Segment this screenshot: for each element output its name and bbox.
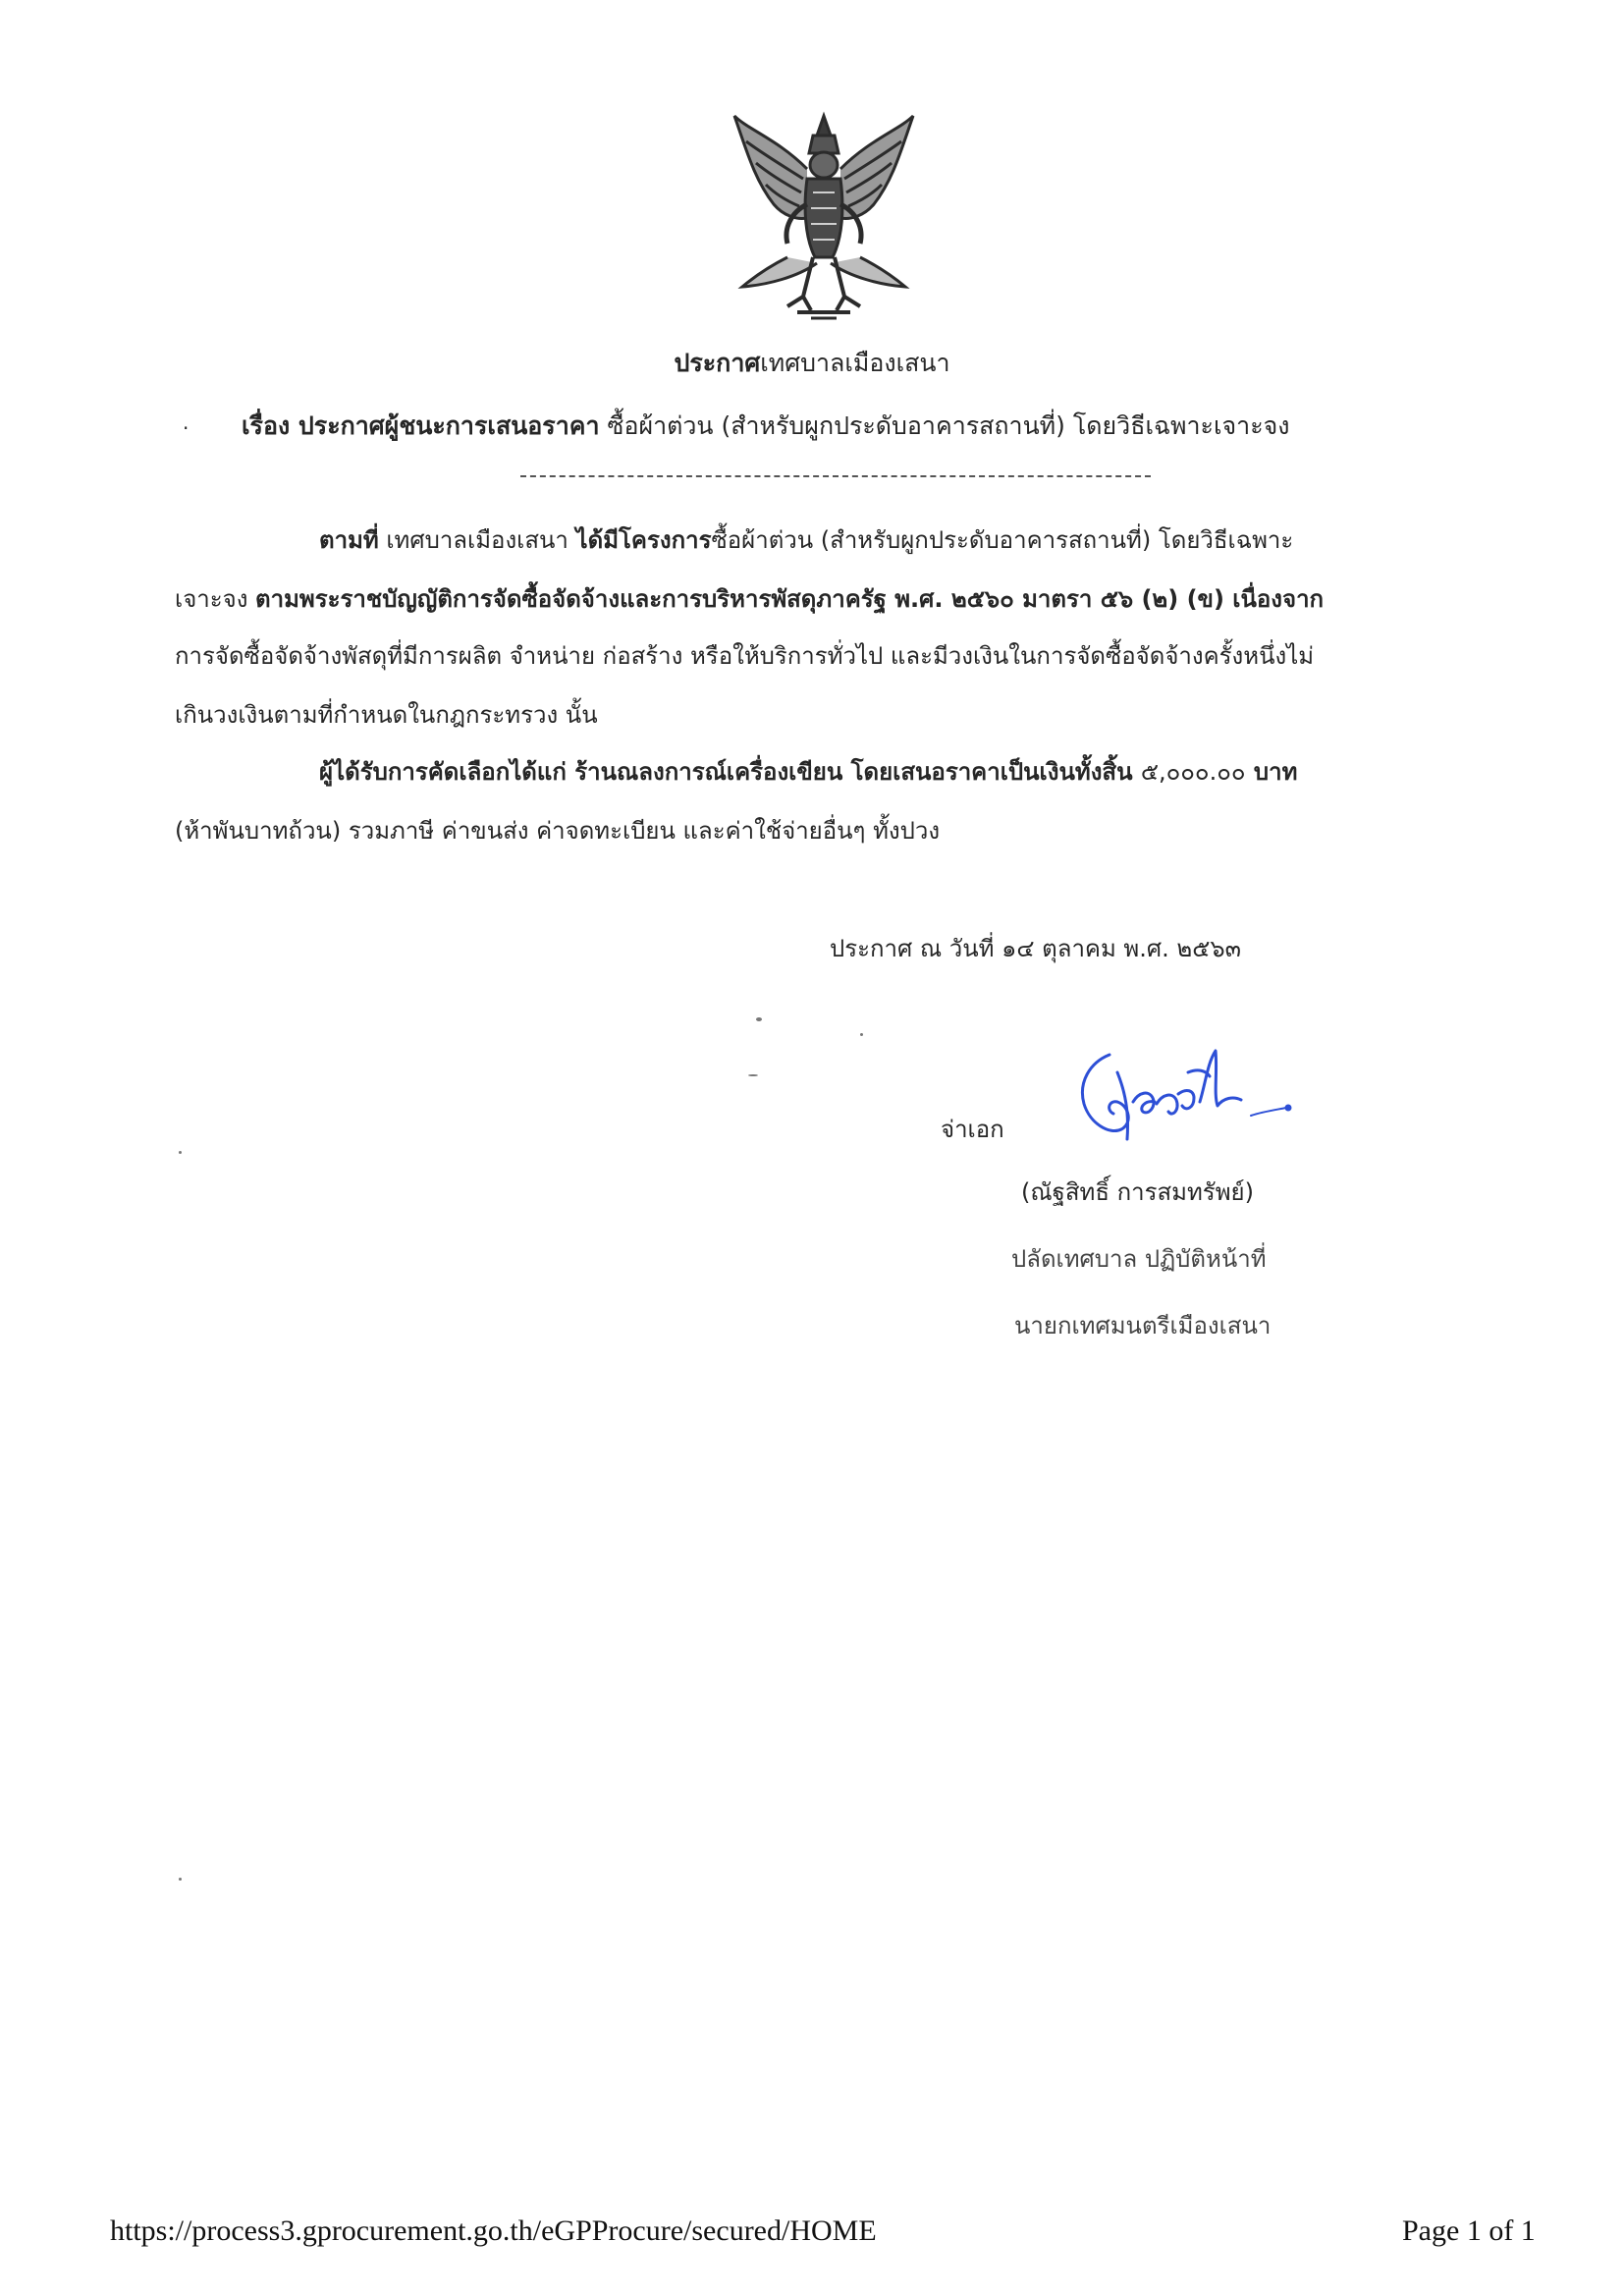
- para1-line3: การจัดซื้อจัดจ้างพัสดุที่มีการผลิต จำหน่าย ก่อสร้าง หรือให้บริการทั่วไป และมีวงเงินในการจัดซื้อจัดจ้างครั้งหนึ่งไม่: [175, 642, 1315, 670]
- garuda-emblem-icon: [729, 110, 919, 324]
- para1-line1: [319, 520, 1293, 560]
- scan-speck: [179, 1878, 182, 1881]
- title-bold: ประกาศ: [674, 349, 761, 377]
- footer-page-number: Page 1 of 1: [1402, 2214, 1536, 2247]
- para1-bold-a: ตามที่: [319, 526, 379, 554]
- para1-line4: เกินวงเงินตามที่กำหนดในกฎกระทรวง นั้น: [175, 701, 598, 729]
- para2-line1: [319, 752, 1297, 792]
- scan-speck: [748, 1074, 758, 1076]
- footer-url: https://process3.gprocurement.go.th/eGPProcure/secured/HOME: [110, 2214, 877, 2247]
- handwritten-signature: [1070, 1033, 1296, 1161]
- para1-text-b: ซื้อผ้าต่วน (สำหรับผูกประดับอาคารสถานที่) โดยวิธีเฉพาะ: [711, 526, 1294, 554]
- price-amount: ๕,๐๐๐.๐๐: [1140, 758, 1246, 786]
- para1-line2: [175, 579, 1324, 619]
- para1-text-a: เทศบาลเมืองเสนา: [378, 526, 576, 554]
- signer-position-2: นายกเทศมนตรีเมืองเสนา: [1014, 1312, 1272, 1339]
- page-title: [0, 344, 1624, 383]
- announce-date-line: [830, 929, 1241, 968]
- subject-line: [242, 407, 1290, 446]
- divider: [520, 475, 1151, 477]
- para1-line2-bold: ตามพระราชบัญญัติการจัดซื้อจัดจ้างและการบริหารพัสดุภาครัฐ พ.ศ. ๒๕๖๐ มาตรา ๕๖ (๒) (ข) เนื่องจาก: [255, 585, 1325, 613]
- signer-position-1: ปลัดเทศบาล ปฏิบัติหน้าที่: [1011, 1245, 1267, 1273]
- para1-line2-a: เจาะจง: [175, 585, 256, 613]
- subject-rest: ซื้อผ้าต่วน (สำหรับผูกประดับอาคารสถานที่) โดยวิธีเฉพาะเจาะจง: [599, 411, 1290, 440]
- para2-text-a: ร้านณลงการณ์เครื่องเขียน โดยเสนอราคาเป็นเงินทั้งสิ้น: [566, 758, 1141, 786]
- scan-speck: [179, 1151, 182, 1154]
- para2-bold: ผู้ได้รับการคัดเลือกได้แก่: [319, 758, 567, 786]
- signer-rank: จ่าเอก: [941, 1116, 1004, 1143]
- announce-label: ประกาศ ณ วันที่: [830, 935, 1002, 962]
- para2-line2: (ห้าพันบาทถ้วน) รวมภาษี ค่าขนส่ง ค่าจดทะเบียน และค่าใช้จ่ายอื่นๆ ทั้งปวง: [175, 817, 941, 845]
- announce-date: ๑๔ ตุลาคม พ.ศ. ๒๕๖๓: [1001, 935, 1241, 962]
- title-rest: เทศบาลเมืองเสนา: [760, 349, 950, 377]
- signer-name: (ณัฐสิทธิ์ การสมทรัพย์): [1021, 1178, 1254, 1206]
- scan-speck: [860, 1033, 863, 1036]
- subject-bold: เรื่อง ประกาศผู้ชนะการเสนอราคา: [242, 411, 600, 440]
- para1-bold-b: ได้มีโครงการ: [575, 526, 712, 554]
- para2-text-b: บาท: [1245, 758, 1298, 786]
- scan-speck: [756, 1017, 762, 1021]
- dot-mark: ·: [183, 416, 189, 440]
